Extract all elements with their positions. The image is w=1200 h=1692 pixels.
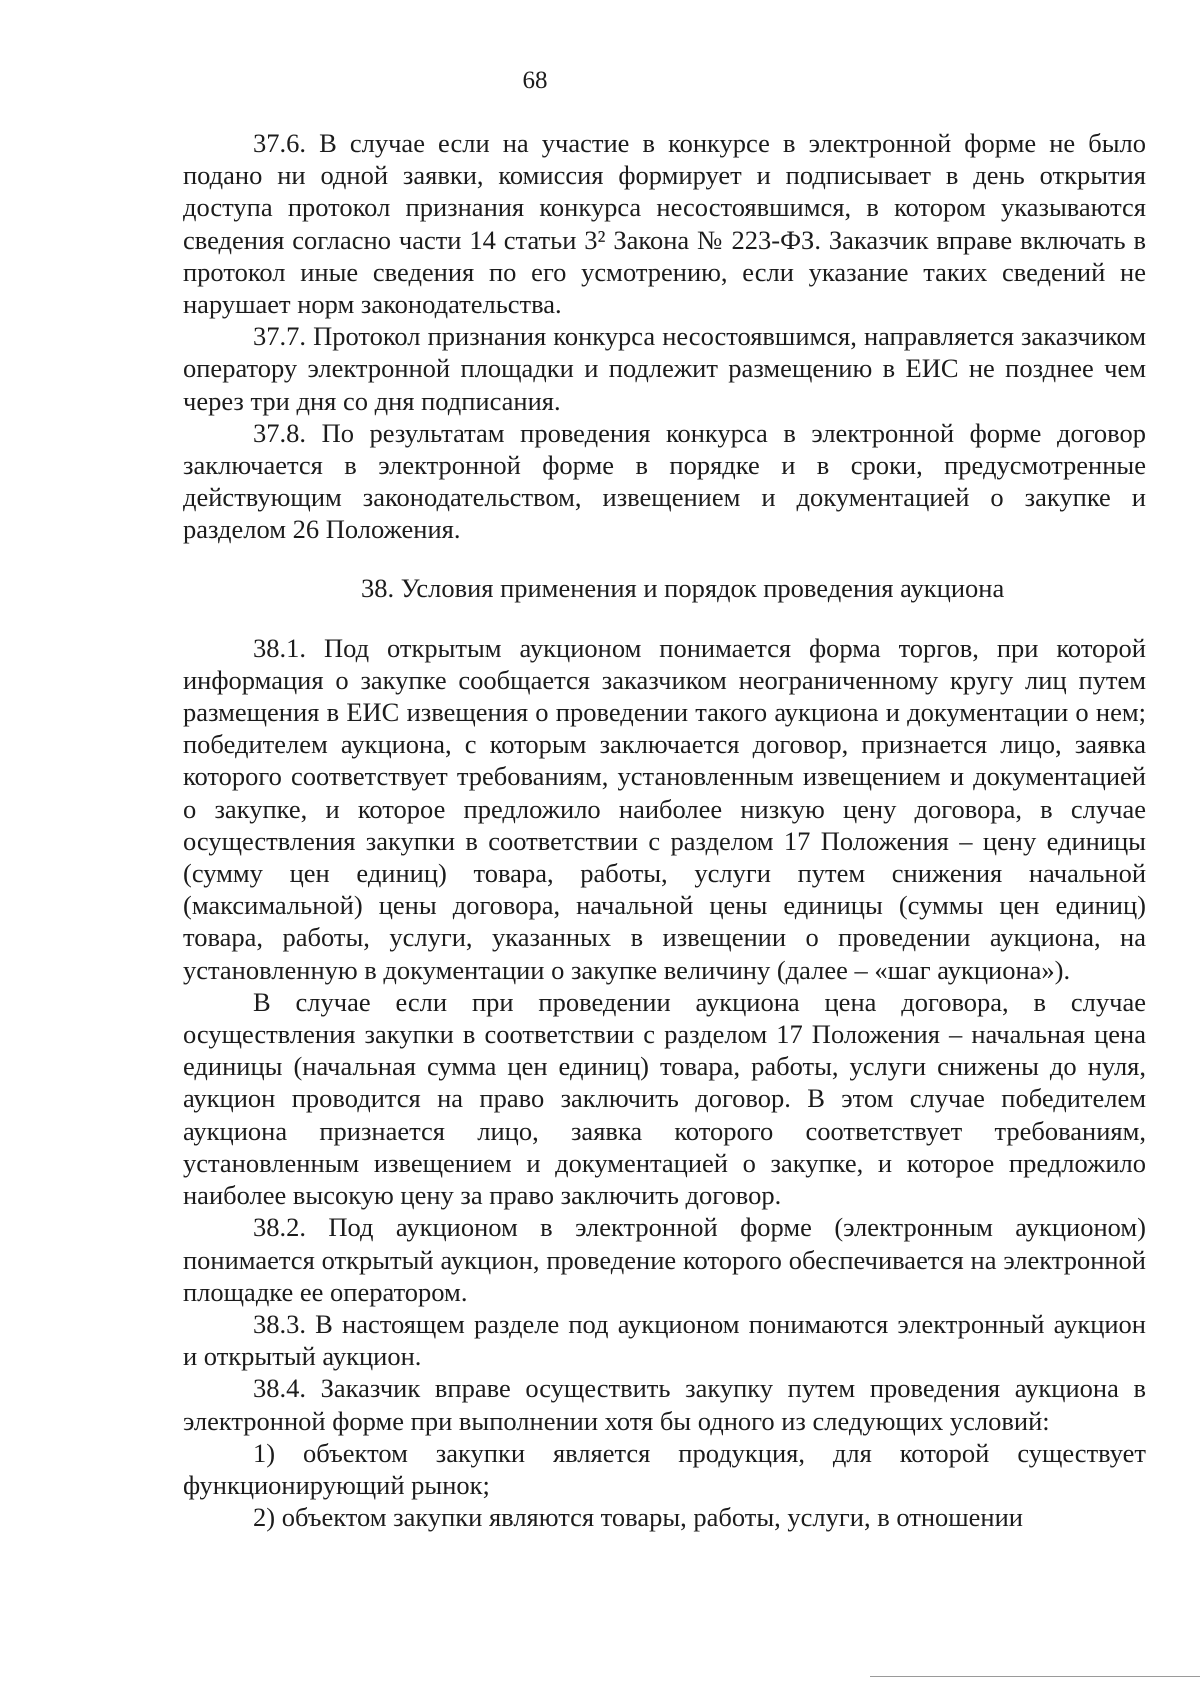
- document-body: [183, 127, 1146, 1533]
- paragraph-37-7: 37.7. Протокол признания конкурса несостоявшимся, направляется заказчиком оператору электронной площадки и подлежит размещению в ЕИС не позднее чем через три дня со дня подписания.: [183, 321, 1146, 416]
- list-item-1: 1) объектом закупки является продукция, для которой существует функционирующий рынок;: [183, 1437, 1146, 1500]
- paragraph-38-3: 38.3. В настоящем разделе под аукционом понимаются электронный аукцион и открытый аукцион.: [183, 1308, 1146, 1372]
- paragraph-38-4: 38.4. Заказчик вправе осуществить закупку путем проведения аукциона в электронной форме при выполнении хотя бы одного из следующих условий:: [183, 1373, 1146, 1436]
- paragraph-37-8: 37.8. По результатам проведения конкурса в электронной форме договор заключается в электронной форме в порядке и в сроки, предусмотренные действующим законодательством, извещением и документацией о закупке и разделом 26 Положения.: [183, 417, 1146, 545]
- paragraph-38-2: 38.2. Под аукционом в электронной форме (электронным аукционом) понимается открытый аукцион, проведение которого обеспечивается на электронной площадке ее оператором.: [183, 1212, 1146, 1307]
- paragraph-37-6: 37.6. В случае если на участие в конкурсе в электронной форме не было подано ни одной заявки, комиссия формирует и подписывает в день открытия доступа протокол признания конкурса несостоявшимся, в котором указываются сведения согласно части 14 статьи 3² Закона № 223-ФЗ. Заказчик вправе включать в протокол иные сведения по его усмотрению, если указание таких сведений не нарушает норм законодательства.: [183, 128, 1146, 320]
- paragraph-38-1-continued: В случае если при проведении аукциона цена договора, в случае осуществления закупки в соответствии с разделом 17 Положения – начальная цена единицы (начальная сумма цен единиц) товара, работы, услуги снижены до нуля, аукцион проводится на право заключить договор. В этом случае победителем аукциона признается лицо, заявка которого соответствует требованиям, установленным извещением и документацией о закупке, и которое предложило наиболее высокую цену за право заключить договор.: [183, 986, 1146, 1211]
- paragraph-38-1: 38.1. Под открытым аукционом понимается форма торгов, при которой информация о закупке сообщается заказчиком неограниченному кругу лиц путем размещения в ЕИС извещения о проведении такого аукциона и документации о нем; победителем аукциона, с которым заключается договор, признается лицо, заявка которого соответствует требованиям, установленным извещением и документацией о закупке, и которое предложило наиболее низкую цену договора, в случае осуществления закупки в соответствии с разделом 17 Положения – цену единицы (сумму цен единиц) товара, работы, услуги путем снижения начальной (максимальной) цены договора, начальной цены единицы (суммы цен единиц) товара, работы, услуги, указанных в извещении о проведении аукциона, на установленную в документации о закупке величину (далее – «шаг аукциона»).: [183, 632, 1146, 985]
- page-number: 68: [522, 67, 548, 94]
- section-heading-38: 38. Условия применения и порядок проведения аукциона: [361, 572, 1005, 603]
- list-item-2: 2) объектом закупки являются товары, работы, услуги, в отношении: [253, 1502, 1023, 1533]
- scan-artifact-line: [870, 1676, 1200, 1677]
